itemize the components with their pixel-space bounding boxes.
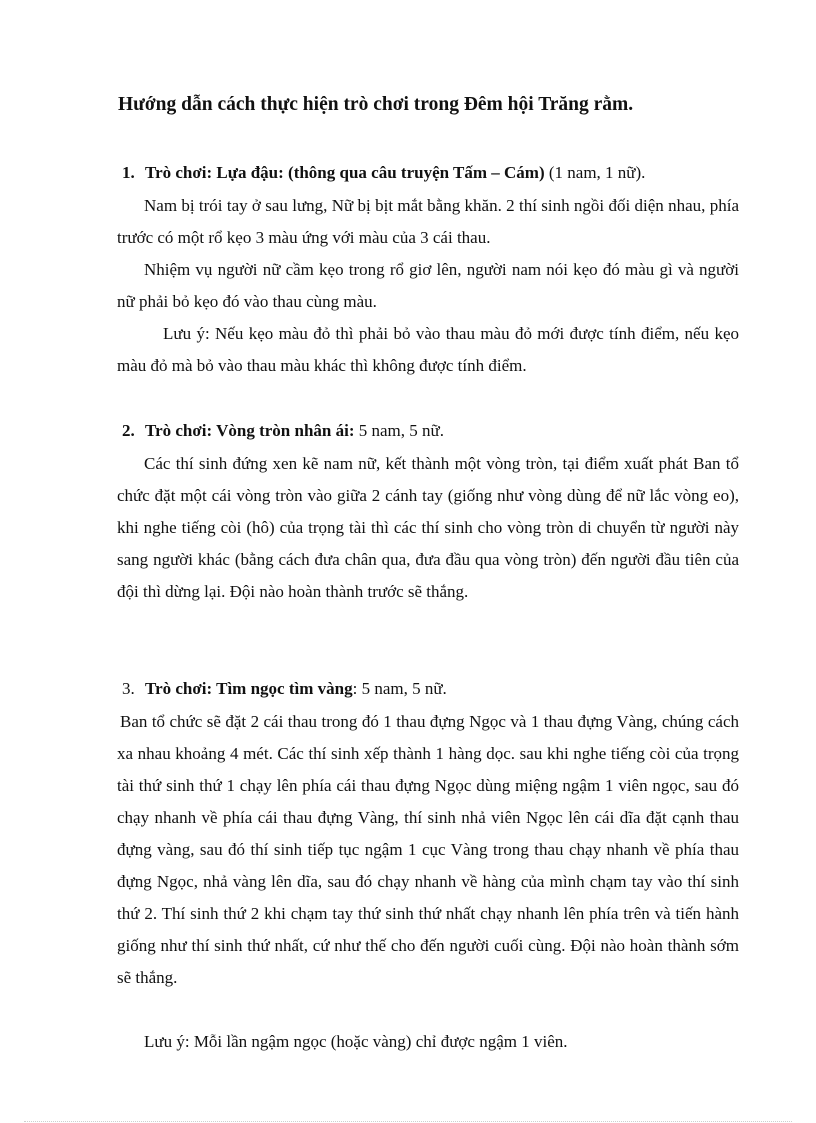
- section-3-suffix: : 5 nam, 5 nữ.: [352, 679, 447, 698]
- section-1-suffix: (1 nam, 1 nữ).: [544, 163, 646, 182]
- section-1-name: Trò chơi: Lựa đậu:: [145, 163, 284, 182]
- section-3-heading: [122, 679, 447, 699]
- section-2-number: 2.: [122, 421, 135, 440]
- section-1-note: Lưu ý: Nếu kẹo màu đỏ thì phải bỏ vào thau màu đỏ mới được tính điểm, nếu kẹo màu đỏ mà bỏ vào thau màu khác thì không được tính điểm.: [117, 324, 739, 375]
- section-2-suffix: 5 nam, 5 nữ.: [354, 421, 444, 440]
- section-1-heading: [122, 163, 645, 183]
- section-2-paragraph-1: Các thí sinh đứng xen kẽ nam nữ, kết thành một vòng tròn, tại điểm xuất phát Ban tổ chức đặt một cái vòng tròn vào giữa 2 cánh tay (giống như vòng dùng để nữ lắc vòng eo), khi nghe tiếng còi (hô) của trọng tài thì các thí sinh cho vòng tròn di chuyển từ người này sang người khác (bằng cách đưa chân qua, đưa đầu qua vòng tròn) đến người đầu tiên của đội thì dừng lại. Đội nào hoàn thành trước sẽ thắng.: [117, 454, 739, 601]
- section-3-number: 3.: [122, 679, 135, 698]
- section-2-name: Trò chơi: Vòng tròn nhân ái:: [145, 421, 355, 440]
- section-3-note: Lưu ý: Mỗi lần ngậm ngọc (hoặc vàng) chỉ được ngậm 1 viên.: [144, 1032, 568, 1051]
- section-3-name: Trò chơi: Tìm ngọc tìm vàng: [145, 679, 353, 698]
- document-title: Hướng dẫn cách thực hiện trò chơi trong Đêm hội Trăng rằm.: [118, 94, 634, 115]
- section-3-paragraph-1: Ban tổ chức sẽ đặt 2 cái thau trong đó 1 thau đựng Ngọc và 1 thau đựng Vàng, chúng cách xa nhau khoảng 4 mét. Các thí sinh xếp thành 1 hàng dọc. sau khi nghe tiếng còi của trọng tài thứ sinh thứ 1 chạy lên phía cái thau đựng Ngọc dùng miệng ngậm 1 viên ngọc, sau đó chạy nhanh về phía cái thau đựng Vàng, thí sinh nhả viên Ngọc lên cái dĩa đặt cạnh thau đựng vàng, sau đó thí sinh tiếp tục ngậm 1 cục Vàng trong thau chạy nhanh về phía thau đựng Ngọc, nhả vàng lên dĩa, sau đó chạy nhanh về hàng của mình chạm tay vào thí sinh thứ 2. Thí sinh thứ 2 khi chạm tay thứ sinh thứ nhất chạy nhanh lên phía trên và tiến hành giống như thí sinh thứ nhất, cứ như thế cho đến người cuối cùng. Đội nào hoàn thành sớm sẽ thắng.: [117, 712, 739, 987]
- section-1-name-extra: (thông qua câu truyện Tấm – Cám): [288, 163, 545, 182]
- section-2-heading: [122, 421, 444, 441]
- section-1-paragraph-1: Nam bị trói tay ở sau lưng, Nữ bị bịt mắt bằng khăn. 2 thí sinh ngồi đối diện nhau, phía trước có một rổ kẹo 3 màu ứng với màu của 3 cái thau.: [117, 196, 739, 247]
- section-1-paragraph-2: Nhiệm vụ người nữ cầm kẹo trong rổ giơ lên, người nam nói kẹo đó màu gì và người nữ phải bỏ kẹo đó vào thau cùng màu.: [117, 260, 739, 311]
- page-bottom-border: [24, 1121, 792, 1122]
- section-1-number: 1.: [122, 163, 135, 182]
